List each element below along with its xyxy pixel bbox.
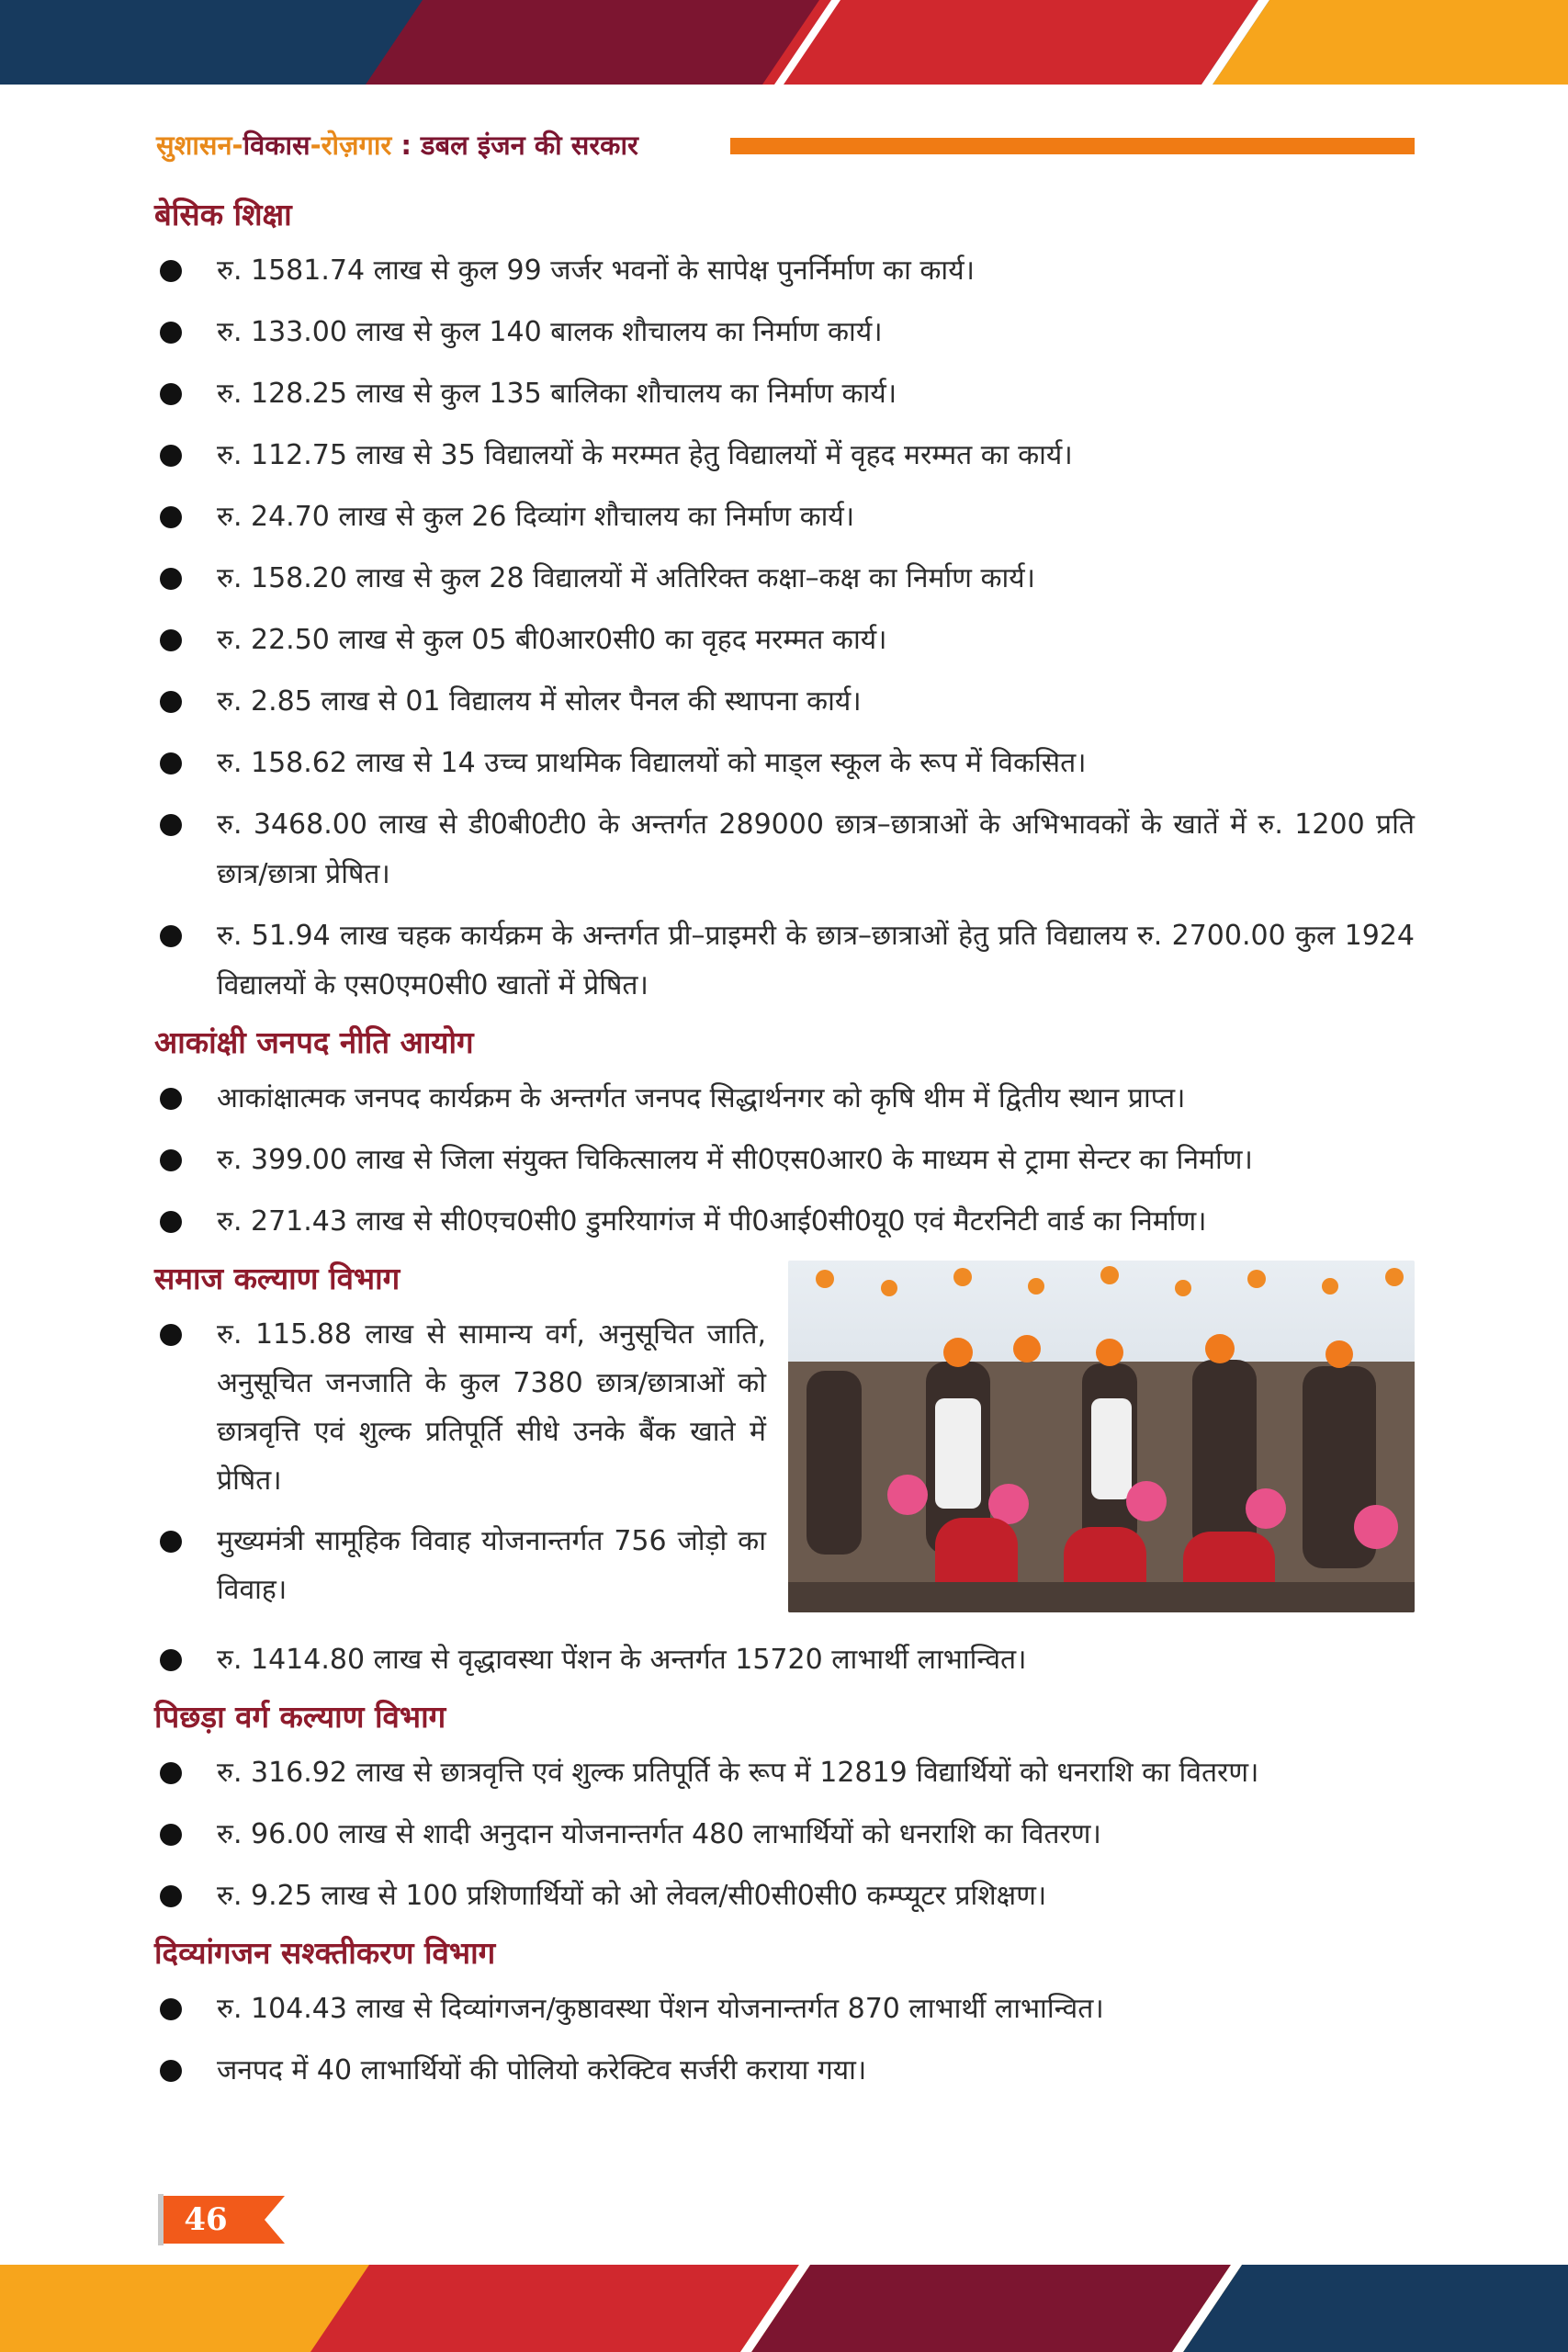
list-item-text: रु. 158.62 लाख से 14 उच्च प्राथमिक विद्यालयों को माड्ल स्कूल के रूप में विकसित। bbox=[217, 747, 1087, 779]
list-item bbox=[154, 1136, 1415, 1185]
section-title-backward-class-welfare: पिछड़ा वर्ग कल्याण विभाग bbox=[154, 1699, 446, 1735]
bullet-icon bbox=[160, 568, 182, 590]
bullet-icon bbox=[160, 1649, 182, 1671]
header-title bbox=[156, 127, 638, 164]
basic-education-list bbox=[154, 246, 1415, 1011]
list-item-text: रु. 2.85 लाख से 01 विद्यालय में सोलर पैनल की स्थापना कार्य। bbox=[217, 685, 862, 718]
list-item bbox=[154, 246, 1415, 296]
list-item-text: रु. 9.25 लाख से 100 प्रशिणार्थियों को ओ लेवल/सी0सी0सी0 कम्प्यूटर प्रशिक्षण। bbox=[217, 1880, 1047, 1912]
list-item bbox=[154, 1810, 1415, 1860]
bullet-icon bbox=[160, 1088, 182, 1110]
page-content bbox=[154, 195, 1415, 2108]
backward-class-list bbox=[154, 1748, 1415, 1921]
bullet-icon bbox=[160, 925, 182, 947]
top-color-band bbox=[0, 0, 1568, 85]
header-dash-2: - bbox=[310, 130, 321, 161]
header-tagline: : डबल इंजन की सरकार bbox=[391, 130, 638, 161]
social-welfare-list-continued bbox=[154, 1635, 1415, 1685]
list-item-text: रु. 51.94 लाख चहक कार्यक्रम के अन्तर्गत प्री–प्राइमरी के छात्र–छात्राओं हेतु प्रति विद्यालय रु. 2700.00 कुल 1924 विद्यालयों के एस0एम0सी0 खातों में प्रेषित। bbox=[217, 920, 1415, 1001]
running-header bbox=[156, 127, 1415, 164]
bullet-icon bbox=[160, 1149, 182, 1171]
bullet-icon bbox=[160, 752, 182, 775]
header-dash-1: - bbox=[231, 130, 243, 161]
section-title-basic-education: बेसिक शिक्षा bbox=[154, 197, 292, 232]
bullet-icon bbox=[160, 383, 182, 405]
list-item-text: रु. 24.70 लाख से कुल 26 दिव्यांग शौचालय का निर्माण कार्य। bbox=[217, 501, 855, 533]
page-number-badge bbox=[158, 2194, 287, 2245]
bullet-icon bbox=[160, 1762, 182, 1784]
list-item-text: रु. 271.43 लाख से सी0एच0सी0 डुमरियागंज में पी0आई0सी0यू0 एवं मैटरनिटी वार्ड का निर्माण। bbox=[217, 1205, 1207, 1238]
social-welfare-block bbox=[154, 1259, 1415, 1635]
page-number: 46 bbox=[184, 2201, 228, 2238]
aspirational-district-list bbox=[154, 1074, 1415, 1247]
bullet-icon bbox=[160, 445, 182, 467]
section-title-divyangjan: दिव्यांगजन सश्क्तीकरण विभाग bbox=[154, 1935, 496, 1971]
bullet-icon bbox=[160, 1998, 182, 2020]
list-item bbox=[154, 1871, 1415, 1921]
list-item-text: रु. 133.00 लाख से कुल 140 बालक शौचालय का निर्माण कार्य। bbox=[217, 316, 883, 348]
list-item bbox=[154, 1748, 1415, 1798]
bottom-color-band bbox=[0, 2265, 1568, 2352]
divyangjan-list bbox=[154, 1984, 1415, 2096]
list-item bbox=[154, 1517, 766, 1614]
list-item-text: रु. 112.75 लाख से 35 विद्यालयों के मरम्मत हेतु विद्यालयों में वृहद मरम्मत का कार्य। bbox=[217, 439, 1073, 471]
bullet-icon bbox=[160, 260, 182, 282]
list-item-text: मुख्यमंत्री सामूहिक विवाह योजनान्तर्गत 756 जोड़ो का विवाह। bbox=[217, 1525, 766, 1606]
bullet-icon bbox=[160, 629, 182, 651]
header-word-3: रोज़गार bbox=[321, 130, 392, 161]
list-item bbox=[154, 739, 1415, 788]
list-item-text: आकांक्षात्मक जनपद कार्यक्रम के अन्तर्गत जनपद सिद्धार्थनगर को कृषि थीम में द्वितीय स्थान प्राप्त। bbox=[217, 1082, 1186, 1114]
list-item bbox=[154, 308, 1415, 357]
bullet-icon bbox=[160, 1531, 182, 1553]
list-item-text: रु. 316.92 लाख से छात्रवृत्ति एवं शुल्क प्रतिपूर्ति के रूप में 12819 विद्यार्थियों को धनराशि का वितरण। bbox=[217, 1757, 1259, 1789]
list-item-text: रु. 128.25 लाख से कुल 135 बालिका शौचालय का निर्माण कार्य। bbox=[217, 378, 897, 410]
bullet-icon bbox=[160, 1824, 182, 1846]
bullet-icon bbox=[160, 506, 182, 528]
list-item-text: रु. 3468.00 लाख से डी0बी0टी0 के अन्तर्गत 289000 छात्र–छात्राओं के अभिभावकों के खातें में रु. 1200 प्रति छात्र/छात्रा प्रेषित। bbox=[217, 808, 1415, 890]
list-item bbox=[154, 2046, 1415, 2096]
header-word-2: विकास bbox=[243, 130, 310, 161]
social-welfare-list bbox=[154, 1310, 766, 1614]
list-item-text: रु. 96.00 लाख से शादी अनुदान योजनान्तर्गत 480 लाभार्थियों को धनराशि का वितरण। bbox=[217, 1818, 1101, 1850]
list-item-text: रु. 158.20 लाख से कुल 28 विद्यालयों में अतिरिक्त कक्षा–कक्ष का निर्माण कार्य। bbox=[217, 562, 1036, 594]
list-item bbox=[154, 1310, 766, 1505]
header-rule bbox=[730, 138, 1415, 154]
list-item-text: रु. 399.00 लाख से जिला संयुक्त चिकित्सालय में सी0एस0आर0 के माध्यम से ट्रामा सेन्टर का निर्माण। bbox=[217, 1144, 1253, 1176]
list-item bbox=[154, 1197, 1415, 1247]
list-item bbox=[154, 492, 1415, 542]
mass-wedding-photo bbox=[788, 1261, 1415, 1612]
bullet-icon bbox=[160, 1324, 182, 1346]
header-word-1: सुशासन bbox=[156, 130, 232, 161]
list-item bbox=[154, 1984, 1415, 2034]
list-item bbox=[154, 616, 1415, 665]
bullet-icon bbox=[160, 1885, 182, 1907]
list-item-text: रु. 104.43 लाख से दिव्यांगजन/कुष्ठावस्था पेंशन योजनान्तर्गत 870 लाभार्थी लाभान्वित। bbox=[217, 1993, 1104, 2025]
list-item bbox=[154, 554, 1415, 604]
list-item bbox=[154, 431, 1415, 481]
list-item-text: रु. 22.50 लाख से कुल 05 बी0आर0सी0 का वृहद मरम्मत कार्य। bbox=[217, 624, 887, 656]
list-item bbox=[154, 677, 1415, 727]
bullet-icon bbox=[160, 1211, 182, 1233]
bullet-icon bbox=[160, 2060, 182, 2082]
list-item bbox=[154, 369, 1415, 419]
list-item-text: रु. 115.88 लाख से सामान्य वर्ग, अनुसूचित जाति, अनुसूचित जनजाति के कुल 7380 छात्र/छात्राओं को छात्रवृत्ति एवं शुल्क प्रतिपूर्ति सीधे उनके बैंक खाते में प्रेषित। bbox=[217, 1318, 766, 1497]
list-item bbox=[154, 1635, 1415, 1685]
bullet-icon bbox=[160, 691, 182, 713]
section-title-aspirational-district: आकांक्षी जनपद नीति आयोग bbox=[154, 1024, 474, 1060]
list-item bbox=[154, 911, 1415, 1011]
list-item bbox=[154, 800, 1415, 899]
list-item-text: रु. 1414.80 लाख से वृद्धावस्था पेंशन के अन्तर्गत 15720 लाभार्थी लाभान्वित। bbox=[217, 1644, 1027, 1676]
list-item bbox=[154, 1074, 1415, 1124]
list-item-text: रु. 1581.74 लाख से कुल 99 जर्जर भवनों के सापेक्ष पुनर्निर्माण का कार्य। bbox=[217, 254, 975, 287]
bullet-icon bbox=[160, 814, 182, 836]
section-title-social-welfare: समाज कल्याण विभाग bbox=[154, 1261, 400, 1296]
bullet-icon bbox=[160, 322, 182, 344]
social-welfare-text bbox=[154, 1259, 766, 1626]
list-item-text: जनपद में 40 लाभार्थियों की पोलियो करेक्टिव सर्जरी कराया गया। bbox=[217, 2054, 867, 2086]
